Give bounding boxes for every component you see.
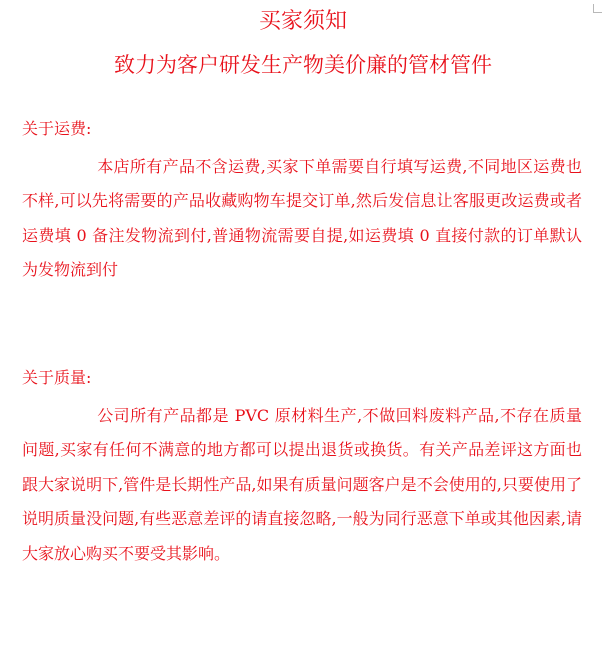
shipping-section-body: 本店所有产品不含运费,买家下单需要自行填写运费,不同地区运费也不样,可以先将需要的产品收藏购物车提交订单,然后发信息让客服更改运费或者运费填 0 备注发物流到付,普通物流需要自提,如运费填 0 直接付款的订单默认为发物流到付 <box>22 157 582 280</box>
document-title: 买家须知 <box>258 9 347 34</box>
shipping-section-heading: 关于运费: <box>22 119 92 138</box>
quality-section-heading: 关于质量: <box>22 368 92 387</box>
quality-section-body: 公司所有产品都是 PVC 原材料生产,不做回料废料产品,不存在质量问题,买家有任何不满意的地方都可以提出退货或换货。有关产品差评这方面也跟大家说明下,管件是长期性产品,如果有质量问题客户是不会使用的,只要使用了说明质量没问题,有些恶意差评的请直接忽略,一般为同行恶意下单或其他因素,请大家放心购买不要受其影响。 <box>22 406 582 563</box>
document-subtitle: 致力为客户研发生产物美价廉的管材管件 <box>114 53 492 77</box>
